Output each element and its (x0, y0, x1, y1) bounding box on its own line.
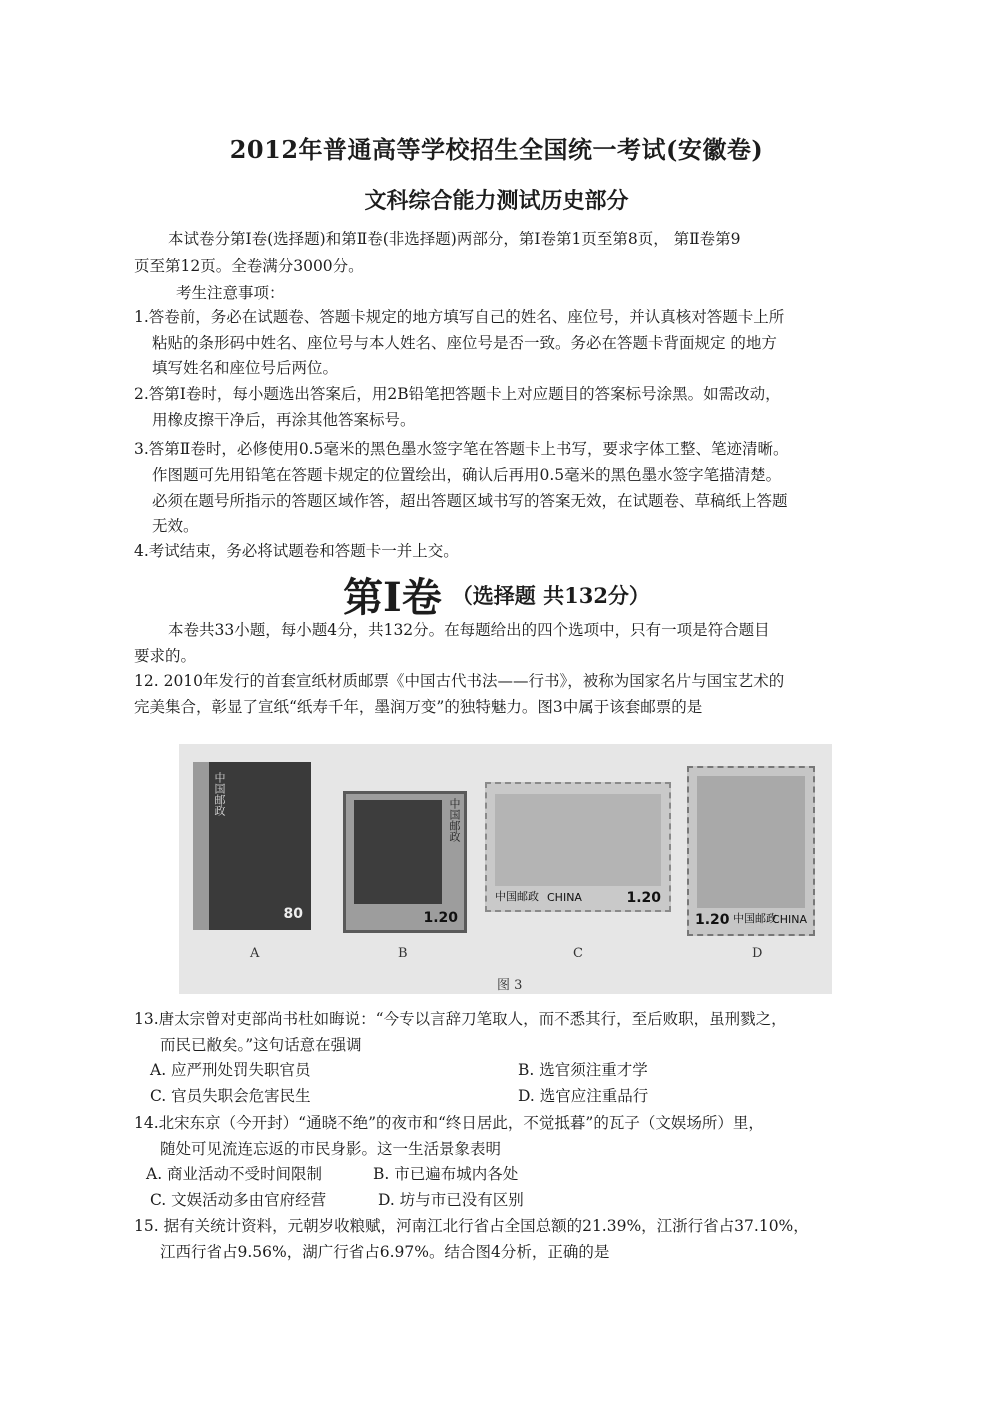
notice-1-line-2: 粘贴的条形码中姓名、座位号与本人姓名、座位号是否一致。务必在答题卡背面规定 的地方 (152, 334, 777, 352)
question-13-option-d: D. 选官应注重品行 (518, 1087, 649, 1105)
stamp-d-value: 1.20 (695, 912, 730, 928)
intro-line-2: 页至第12页。全卷满分3000分。 (134, 257, 364, 275)
question-13-option-a: A. 应严刑处罚失职官员 (150, 1061, 311, 1079)
question-15-line-1: 15. 据有关统计资料，元朝岁收粮赋，河南江北行省占全国总额的21.39%，江浙行省占37.10%， (134, 1217, 809, 1235)
notice-4-line-1: 4.考试结束，务必将试题卷和答题卡一并上交。 (134, 542, 459, 560)
notice-3-line-2: 作图题可先用铅笔在答题卡规定的位置绘出，确认后再用0.5毫米的黑色墨水签字笔描清楚。 (152, 466, 782, 484)
stamp-c-image (485, 782, 671, 912)
question-14-line-1: 14.北宋东京（今开封）“通晓不绝”的夜市和“终日居此，不觉抵暮”的瓦子（文娱场所）里， (134, 1114, 764, 1132)
figure-3-stamps (179, 744, 832, 994)
stamp-a-value: 80 (283, 906, 303, 922)
question-14-option-b: B. 市已遍布城内各处 (373, 1165, 519, 1183)
stamp-a-country: 中国邮政 (213, 772, 226, 816)
stamp-b-image (343, 791, 467, 933)
notice-1-line-3: 填写姓名和座位号后两位。 (152, 359, 339, 377)
question-12-line-1: 12. 2010年发行的首套宣纸材质邮票《中国古代书法——行书》，被称为国家名片与国宝艺术的 (134, 672, 785, 690)
question-14-option-c: C. 文娱活动多由官府经营 (150, 1191, 327, 1209)
stamp-c-country: 中国邮政 (495, 890, 539, 903)
question-14-option-a: A. 商业活动不受时间限制 (146, 1165, 323, 1183)
stamp-c-value: 1.20 (626, 890, 661, 906)
section-desc-line-1: 本卷共33小题，每小题4分，共132分。在每题给出的四个选项中，只有一项是符合题目 (168, 621, 770, 639)
question-13-line-1: 13.唐太宗曾对吏部尚书杜如晦说：“今专以言辞刀笔取人，而不悉其行，至后败职，虽刑戮之， (134, 1010, 787, 1028)
figure-label-d: D (752, 946, 763, 961)
stamp-d-country: 中国邮政 (733, 912, 777, 925)
question-14-option-d: D. 坊与市已没有区别 (378, 1191, 524, 1209)
stamp-d-country-en: CHINA (772, 913, 807, 926)
figure-label-a: A (250, 946, 260, 961)
stamp-c-artwork (495, 794, 661, 886)
figure-caption: 图 3 (497, 978, 523, 993)
notice-3-line-1: 3.答第Ⅱ卷时，必修使用0.5毫米的黑色墨水签字笔在答题卡上书写，要求字体工整、笔迹清晰。 (134, 440, 789, 458)
notice-3-line-4: 无效。 (152, 517, 199, 535)
exam-subtitle: 文科综合能力测试历史部分 (364, 188, 629, 214)
section-heading (0, 566, 993, 623)
figure-label-c: C (573, 946, 583, 961)
intro-line-1: 本试卷分第Ⅰ卷(选择题)和第Ⅱ卷(非选择题)两部分，第Ⅰ卷第1页至第8页， 第Ⅱ卷第9 (168, 230, 741, 248)
question-13-line-2: 而民已敝矣。”这句话意在强调 (160, 1036, 362, 1054)
notice-1-line-1: 1.答卷前，务必在试题卷、答题卡规定的地方填写自己的姓名、座位号，并认真核对答题卡上所 (134, 308, 785, 326)
stamp-b-value: 1.20 (423, 910, 458, 926)
stamp-d-artwork (697, 776, 805, 908)
notice-2-line-2: 用橡皮擦干净后，再涂其他答案标号。 (152, 411, 416, 429)
section-heading-sub: （选择题 共132分） (451, 582, 650, 608)
stamp-a-margin (193, 762, 209, 930)
question-13-option-c: C. 官员失职会危害民生 (150, 1087, 311, 1105)
question-14-line-2: 随处可见流连忘返的市民身影。这一生活景象表明 (160, 1140, 502, 1158)
stamp-a-image (193, 762, 311, 930)
stamp-d-image (687, 766, 815, 936)
question-12-line-2: 完美集合，彰显了宣纸“纸寿千年，墨润万变”的独特魅力。图3中属于该套邮票的是 (134, 698, 703, 716)
notice-2-line-1: 2.答第Ⅰ卷时，每小题选出答案后，用2B铅笔把答题卡上对应题目的答案标号涂黑。如需改动， (134, 385, 781, 403)
question-13-option-b: B. 选官须注重才学 (518, 1061, 648, 1079)
figure-label-b: B (398, 946, 408, 961)
exam-title: 2012年普通高等学校招生全国统一考试(安徽卷) (229, 135, 764, 164)
section-heading-main: 第Ⅰ卷 (343, 574, 442, 621)
notice-3-line-3: 必须在题号所指示的答题区域作答，超出答题区域书写的答案无效，在试题卷、草稿纸上答题 (152, 492, 788, 510)
stamp-b-artwork (354, 800, 442, 904)
question-15-line-2: 江西行省占9.56%，湖广行省占6.97%。结合图4分析，正确的是 (160, 1243, 610, 1261)
stamp-c-country-en: CHINA (547, 891, 582, 904)
section-desc-line-2: 要求的。 (134, 647, 197, 665)
stamp-b-country: 中国邮政 (448, 798, 461, 842)
notice-title: 考生注意事项： (176, 284, 285, 302)
